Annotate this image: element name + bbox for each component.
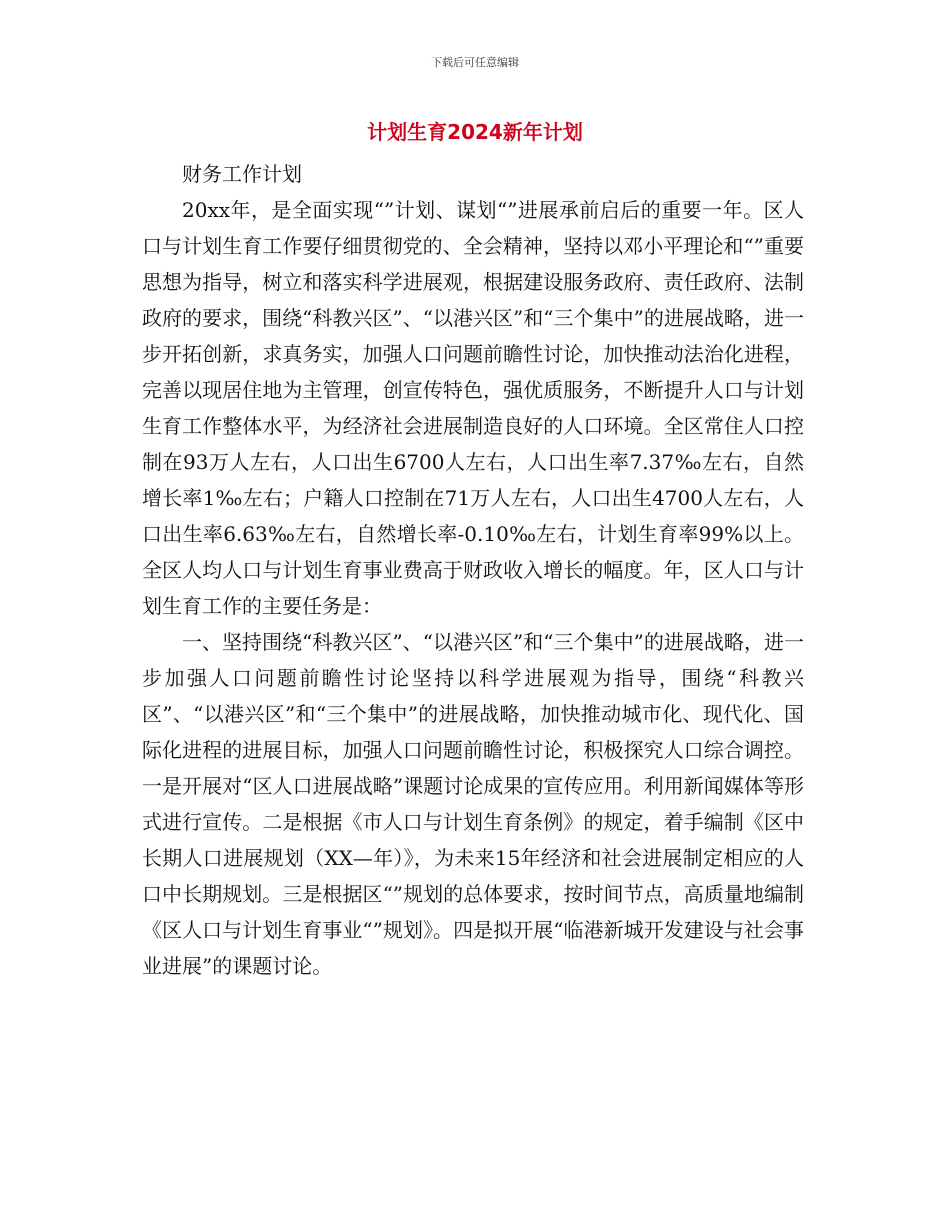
- document-title: 计划生育2024新年计划: [367, 120, 583, 144]
- page-header-note: 下载后可任意编辑: [431, 56, 519, 69]
- document-body: [142, 156, 804, 984]
- section-subheading: 财务工作计划: [182, 162, 302, 186]
- body-paragraph-intro: 20xx年，是全面实现“”计划、谋划“”进展承前启后的重要一年。区人口与计划生育工作要仔细贯彻党的、全会精神，坚持以邓小平理论和“”重要思想为指导，树立和落实科学进展观，根据建设服务政府、责任政府、法制政府的要求，围绕“科教兴区”、“以港兴区”和“三个集中”的进展战略，进一步开拓创新，求真务实，加强人口问题前瞻性讨论，加快推动法治化进程，完善以现居住地为主管理，创宣传特色，强优质服务，不断提升人口与计划生育工作整体水平，为经济社会进展制造良好的人口环境。全区常住人口控制在93万人左右，人口出生6700人左右，人口出生率7.37‰左右，自然增长率1‰左右；户籍人口控制在71万人左右，人口出生4700人左右，人口出生率6.63‰左右，自然增长率-0.10‰左右，计划生育率99%以上。全区人均人口与计划生育事业费高于财政收入增长的幅度。年，区人口与计划生育工作的主要任务是：: [142, 198, 804, 618]
- body-paragraph-task-one: 一、坚持围绕“科教兴区”、“以港兴区”和“三个集中”的进展战略，进一步加强人口问题前瞻性讨论坚持以科学进展观为指导，围绕“科教兴区”、“以港兴区”和“三个集中”的进展战略，加快推动城市化、现代化、国际化进程的进展目标，加强人口问题前瞻性讨论，积极探究人口综合调控。一是开展对“区人口进展战略”课题讨论成果的宣传应用。利用新闻媒体等形式进行宣传。二是根据《市人口与计划生育条例》的规定，着手编制《区中长期人口进展规划（XX—年）》，为未来15年经济和社会进展制定相应的人口中长期规划。三是根据区“”规划的总体要求，按时间节点，高质量地编制《区人口与计划生育事业“”规划》。四是拟开展“临港新城开发建设与社会事业进展”的课题讨论。: [142, 630, 804, 978]
